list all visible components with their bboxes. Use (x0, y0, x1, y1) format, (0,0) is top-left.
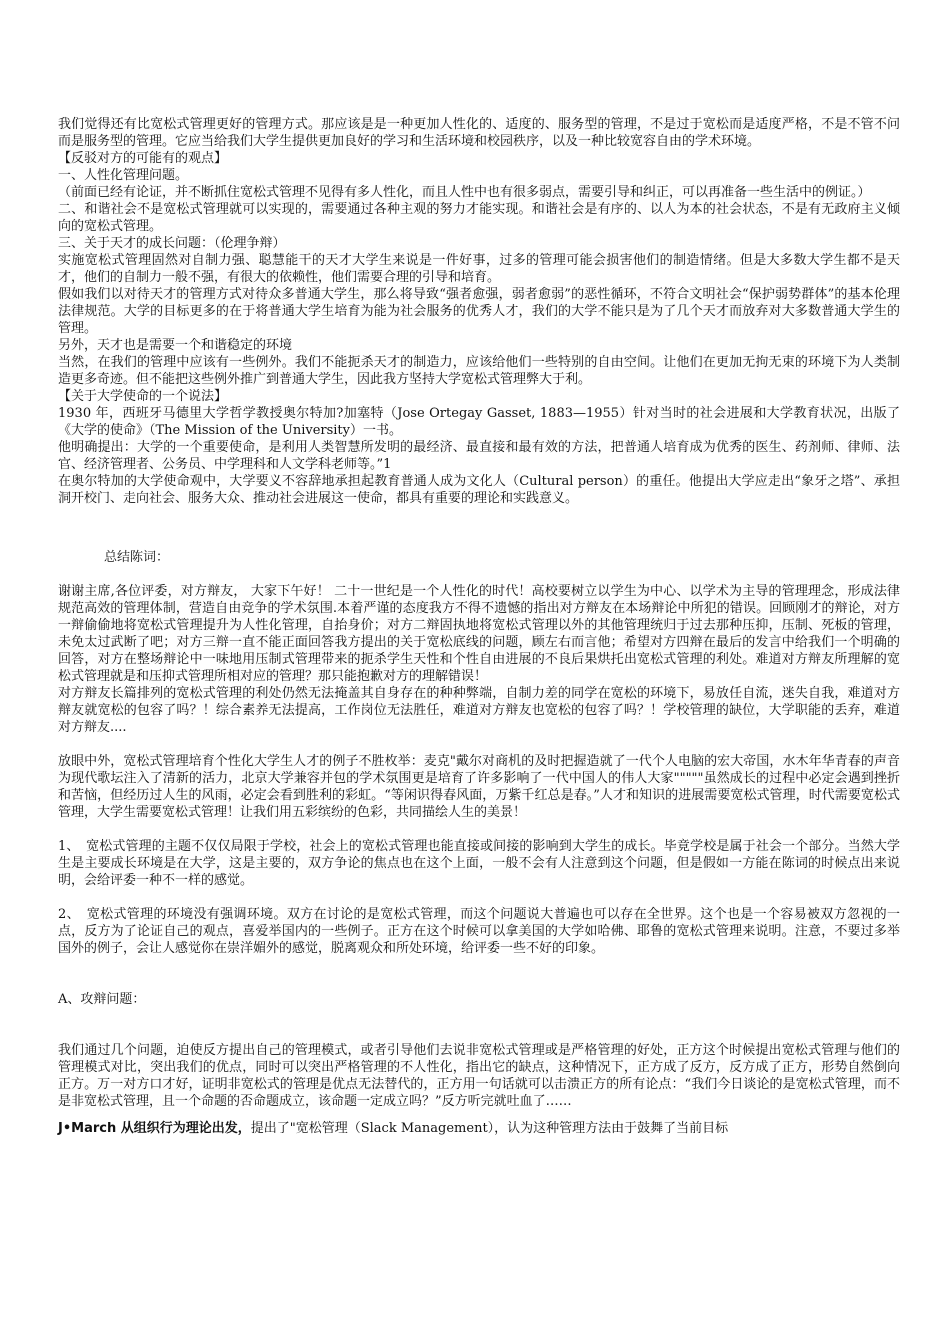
note-point-1: 1、 宽松式管理的主题不仅仅局限于学校，社会上的宽松式管理也能直接或间接的影响到大学生的成长。毕竟学校是属于社会一个部分。当然大学生是主要成长环境是在大学，这是主要的，双方争论的焦点也在这个上面，一般不会有人注意到这个问题，但是假如一方能在陈词的时候点出来说明，会给评委一种不一样的感觉。 (58, 839, 900, 888)
rebuttal-point-2: 二、和谐社会不是宽松式管理就可以实现的，需要通过各种主观的努力才能实现。和谐社会是有序的、以人为本的社会状态，不是有无政府主义倾向的宽松式管理。 (58, 202, 900, 234)
rebuttal-point-3: 三、关于天才的成长问题：（伦理争辩） (58, 236, 286, 251)
summary-heading: 总结陈词： (104, 550, 170, 565)
slack-management-line (58, 1120, 900, 1137)
document-page (58, 116, 900, 1137)
genius-paragraph-2: 假如我们以对待天才的管理方式对待众多普通大学生，那么将导致“强者愈强，弱者愈弱”的恶性循环，不符合文明社会“保护弱势群体”的基本伦理法律规范。大学的目标更多的在于将普通大学生培育为能为社会服务的优秀人才，我们的大学不能只是为了几个天才而放弃对大多数普通大学生的管理。 (58, 287, 900, 336)
note-point-2: 2、 宽松式管理的环境没有强调环境。双方在讨论的是宽松式管理，而这个问题说大普遍也可以存在全世界。这个也是一个容易被双方忽视的一点，反方为了论证自己的观点，喜爱举国内的一些例子。正方在这个时候可以拿美国的大学如哈佛、耶鲁的宽松式管理来说明。注意，不要过多举国外的例子，会让人感觉你在崇洋媚外的感觉，脱离观众和所处环境，给评委一些不好的印象。 (58, 907, 900, 956)
heading-rebuttal: 【反驳对方的可能有的观点】 (58, 151, 228, 166)
attack-paragraph: 我们通过几个问题，迫使反方提出自己的管理模式，或者引导他们去说非宽松式管理或是严格管理的好处，正方这个时候提出宽松式管理与他们的管理模式对比，突出我们的优点，同时可以突出严格管理的不人性化，指出它的缺点，这种情况下，正方成了反方，反方成了正方，形势自然倒向正方。万一对方口才好，证明非宽松式的管理是优点无法替代的，正方用一句话就可以击溃正方的所有论点：“我们今日谈论的是宽松式管理，而不是非宽松式管理，且一个命题的否命题成立，该命题一定成立吗？”反方听完就吐血了…… (58, 1043, 900, 1109)
attack-heading: A、攻辩问题： (58, 992, 146, 1007)
slack-management-bold-lead: J•March 从组织行为理论出发， (58, 1121, 251, 1136)
paragraph-intro: 我们觉得还有比宽松式管理更好的管理方式。那应该是是一种更加人性化的、适度的、服务型的管理，不是过于宽松而是适度严格，不是不管不问而是服务型的管理。它应当给我们大学生提供更加良好的学习和生活环境和校园秩序，以及一种比较宽容自由的学术环境。 (58, 117, 900, 149)
genius-paragraph-3: 另外，天才也是需要一个和谐稳定的环境 (58, 338, 293, 353)
summary-paragraph-3: 放眼中外，宽松式管理培育个性化大学生人才的例子不胜枚举：麦克"戴尔对商机的及时把握造就了一代个人电脑的宏大帝国，水木年华青春的声音为现代歌坛注入了清新的活力，北京大学兼容并包的学术氛围更是培育了许多影响了一代中国人的伟人大家"""""虽然成长的过程中必定会遇到挫折和苦恼，但经历过人生的风雨，必定会看到胜利的彩虹。“等闲识得春风面，万紫千红总是春。”人才和知识的进展需要宽松式管理，时代需要宽松式管理，大学生需要宽松式管理！让我们用五彩缤纷的色彩，共同描绘人生的美景！ (58, 754, 900, 820)
genius-paragraph-1: 实施宽松式管理固然对自制力强、聪慧能干的天才大学生来说是一件好事，过多的管理可能会损害他们的制造情绪。但是大多数大学生都不是天才，他们的自制力一般不强，有很大的依赖性，他们需要合理的引导和培育。 (58, 253, 900, 285)
mission-paragraph-1: 1930 年，西班牙马德里大学哲学教授奥尔特加?加塞特（Jose Ortegay Gasset, 1883—1955）针对当时的社会进展和大学教育状况，出版了《大学的使命》（The Mission of the University）一书。 (58, 406, 900, 438)
rebuttal-point-1: 一、人性化管理问题。 (58, 168, 189, 183)
summary-paragraph-2: 对方辩友长篇排列的宽松式管理的利处仍然无法掩盖其自身存在的种种弊端，自制力差的同学在宽松的环境下，易放任自流，迷失自我，难道对方辩友就宽松的包容了吗？！综合素养无法提高，工作岗位无法胜任，难道对方辩友也宽松的包容了吗？！学校管理的缺位，大学职能的丢弃，难道对方辩友.... (58, 686, 900, 735)
genius-paragraph-4: 当然，在我们的管理中应该有一些例外。我们不能扼杀天才的制造力，应该给他们一些特别的自由空间。让他们在更加无拘无束的环境下为人类制造更多奇迹。但不能把这些例外推广到普通大学生，因此我方坚持大学宽松式管理弊大于利。 (58, 355, 900, 387)
heading-university-mission: 【关于大学使命的一个说法】 (58, 389, 228, 404)
mission-paragraph-2: 他明确提出：大学的一个重要使命，是利用人类智慧所发明的最经济、最直接和最有效的方法，把普通人培育成为优秀的医生、药剂师、律师、法官、经济管理者、公务员、中学理科和人文学科老师等。”1 (58, 440, 900, 472)
mission-paragraph-3: 在奥尔特加的大学使命观中，大学要义不容辞地承担起教育普通人成为文化人（Cultural person）的重任。他提出大学应走出“象牙之塔”、承担洞开校门、走向社会、服务大众、推动社会进展这一使命，都具有重要的理论和实践意义。 (58, 474, 900, 506)
slack-management-rest: 提出了"宽松管理（Slack Management），认为这种管理方法由于鼓舞了当前目标 (250, 1121, 729, 1136)
rebuttal-note: （前面已经有论证，并不断抓住宽松式管理不见得有多人性化，而且人性中也有很多弱点，需要引导和纠正，可以再准备一些生活中的例证。） (58, 185, 871, 200)
summary-paragraph-1: 谢谢主席,各位评委，对方辩友， 大家下午好！ 二十一世纪是一个人性化的时代！高校要树立以学生为中心、以学术为主导的管理理念，形成法律规范高效的管理体制，营造自由竞争的学术氛围.本着严谨的态度我方不得不遗憾的指出对方辩友在本场辩论中所犯的错误。回顾刚才的辩论，对方一辩偷偷地将宽松式管理提升为人性化管理，自抬身价；对方二辩固执地将宽松式管理以外的其他管理统归于过去那种压抑，压制、死板的管理，未免太过武断了吧；对方三辩一直不能正面回答我方提出的关于宽松底线的问题，顾左右而言他；希望对方四辩在最后的发言中给我们一个明确的回答，对方在整场辩论中一味地用压制式管理带来的扼杀学生天性和个性自由进展的不良后果烘托出宽松式管理的利处。难道对方辩友所理解的宽松式管理就是和压抑式管理所相对应的管理？那只能抱歉对方的理解错误！ (58, 584, 900, 684)
